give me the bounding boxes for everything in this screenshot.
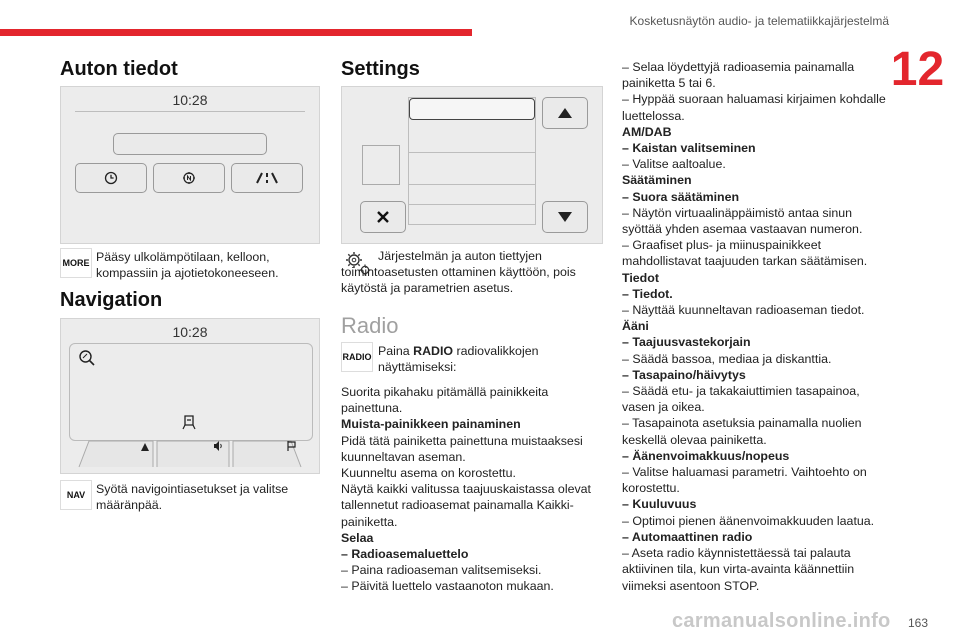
volume-icon[interactable] <box>213 441 223 451</box>
text-line: – Hyppää suoraan haluamasi kirjaimen kohdalle luettelossa. <box>622 92 886 123</box>
text-line: – Näyttää kuunneltavan radioaseman tiedot. <box>622 303 865 318</box>
compass-icon <box>182 171 196 185</box>
text-subheading: Muista-painikkeen painaminen <box>341 417 521 432</box>
text-subheading: Selaa <box>341 530 374 545</box>
text-line: – Säädä bassoa, mediaa ja diskanttia. <box>622 351 832 366</box>
text-subheading: – Radioasemaluettelo <box>341 547 469 562</box>
header-red-bar <box>0 29 472 36</box>
map-pin-icon <box>182 414 196 430</box>
radio-intro-pre: Paina <box>378 344 414 358</box>
navigation-heading: Navigation <box>60 289 163 311</box>
vehicle-info-screen <box>60 86 320 244</box>
radio-intro-bold: RADIO <box>413 344 454 358</box>
radio-text-column-2 <box>341 384 591 595</box>
auton-tiedot-description: Pääsy ulkolämpötilaan, kelloon, kompassiin ja ajotietokoneeseen. <box>96 250 279 281</box>
navigation-screen <box>60 318 320 474</box>
text-subheading: – Taajuusvastekorjain <box>622 335 751 350</box>
search-icon[interactable] <box>78 349 96 367</box>
text-line: Suorita pikahaku pitämällä painikkeita painettuna. <box>341 385 549 416</box>
text-subheading: – Äänenvoimakkuus/nopeus <box>622 448 790 463</box>
close-button[interactable] <box>360 201 406 233</box>
text-line: – Valitse aaltoalue. <box>622 157 726 172</box>
scroll-up-button[interactable] <box>542 97 588 129</box>
map-area[interactable] <box>69 343 313 441</box>
trip-computer-button[interactable] <box>231 163 303 193</box>
text-line: Näytä kaikki valitussa taajuuskaistassa olevat tallennetut radioasemat painamalla Kaikki-painiketta. <box>341 482 591 529</box>
settings-heading: Settings <box>341 58 420 80</box>
settings-list-divider <box>409 152 535 153</box>
settings-list-divider <box>409 184 535 185</box>
settings-screen <box>341 86 603 244</box>
radio-intro-post: radiovalikkojen näyttämiseksi: <box>378 344 539 375</box>
nav-button-row <box>69 439 311 469</box>
text-line: – Näytön virtuaalinäppäimistö antaa sinun syöttää yhden asemaa vastaavan numeron. <box>622 205 863 237</box>
text-subheading: Tiedot <box>622 270 659 285</box>
triangle-up-icon <box>558 108 572 118</box>
text-line: Pidä tätä painiketta painettuna muistaaksesi kuunneltavan aseman. <box>341 433 583 464</box>
text-line: – Optimoi pienen äänenvoimakkuuden laatua. <box>622 513 875 528</box>
text-subheading: – Kuuluvuus <box>622 497 697 512</box>
text-line: – Tasapainota asetuksia painamalla nuolien keskellä olevaa painiketta. <box>622 416 862 447</box>
text-line: Kuunneltu asema on korostettu. <box>341 466 516 481</box>
watermark: carmanualsonline.info <box>672 610 891 632</box>
text-subheading: Ääni <box>622 319 649 334</box>
settings-list <box>408 97 536 225</box>
navigation-description: Syötä navigointiasetukset ja valitse määränpää. <box>96 482 289 513</box>
text-line: – Valitse haluamasi parametri. Vaihtoehto on korostettu. <box>622 465 867 496</box>
trip-computer-icon <box>256 172 278 184</box>
clock-icon <box>104 171 118 185</box>
text-line: – Selaa löydettyjä radioasemia painamalla painiketta 5 tai 6. <box>622 60 855 91</box>
text-line: – Aseta radio käynnistettäessä tai palauta aktiivinen tila, kun virta-avainta käännettiin viimeksi asentoon STOP. <box>622 546 855 593</box>
text-line: – Säädä etu- ja takakaiuttimien tasapainoa, vasen ja oikea. <box>622 384 860 415</box>
text-subheading: – Tiedot. <box>622 286 673 301</box>
screen-clock: 10:28 <box>172 92 208 108</box>
triangle-down-icon <box>558 212 572 222</box>
nav-arrow-icon[interactable] <box>141 443 149 451</box>
settings-placeholder-box <box>362 145 400 185</box>
auton-tiedot-heading: Auton tiedot <box>60 58 178 80</box>
radio-heading: Radio <box>341 313 399 338</box>
radio-intro <box>378 343 583 375</box>
text-subheading: Säätäminen <box>622 173 692 188</box>
nav-key-icon: NAV <box>60 480 92 510</box>
text-subheading: – Suora säätäminen <box>622 189 740 204</box>
page-number: 163 <box>908 616 929 630</box>
scroll-down-button[interactable] <box>542 201 588 233</box>
text-subheading: AM/DAB <box>622 124 672 139</box>
compass-button[interactable] <box>153 163 225 193</box>
running-title: Kosketusnäytön audio- ja telematiikkajärjestelmä <box>629 14 889 28</box>
chapter-number: 12 <box>890 43 945 96</box>
text-line: – Graafiset plus- ja miinuspainikkeet mahdollistavat taajuuden tarkan säätämisen. <box>622 238 868 269</box>
settings-description: Järjestelmän ja auton tiettyjen toimintoasetusten ottaminen käyttöön, pois käytöstä ja parametrien asetus. <box>341 249 576 296</box>
radio-text-column-3 <box>622 59 890 594</box>
destination-flag-icon[interactable] <box>287 441 296 451</box>
settings-list-selected-item[interactable] <box>409 98 535 120</box>
clock-button[interactable] <box>75 163 147 193</box>
text-subheading: – Tasapaino/häivytys <box>622 367 746 382</box>
text-subheading: – Automaattinen radio <box>622 529 753 544</box>
radio-key-icon: RADIO <box>341 342 373 372</box>
screen-divider <box>75 111 305 112</box>
info-display-button[interactable] <box>113 133 267 155</box>
more-key-icon: MORE <box>60 248 92 278</box>
text-line: – Päivitä luettelo vastaanoton mukaan. <box>341 579 554 594</box>
text-line: – Paina radioaseman valitsemiseksi. <box>341 563 542 578</box>
text-subheading: – Kaistan valitseminen <box>622 141 756 156</box>
close-icon <box>377 211 389 223</box>
settings-list-divider <box>409 204 535 205</box>
screen-clock: 10:28 <box>172 324 208 340</box>
